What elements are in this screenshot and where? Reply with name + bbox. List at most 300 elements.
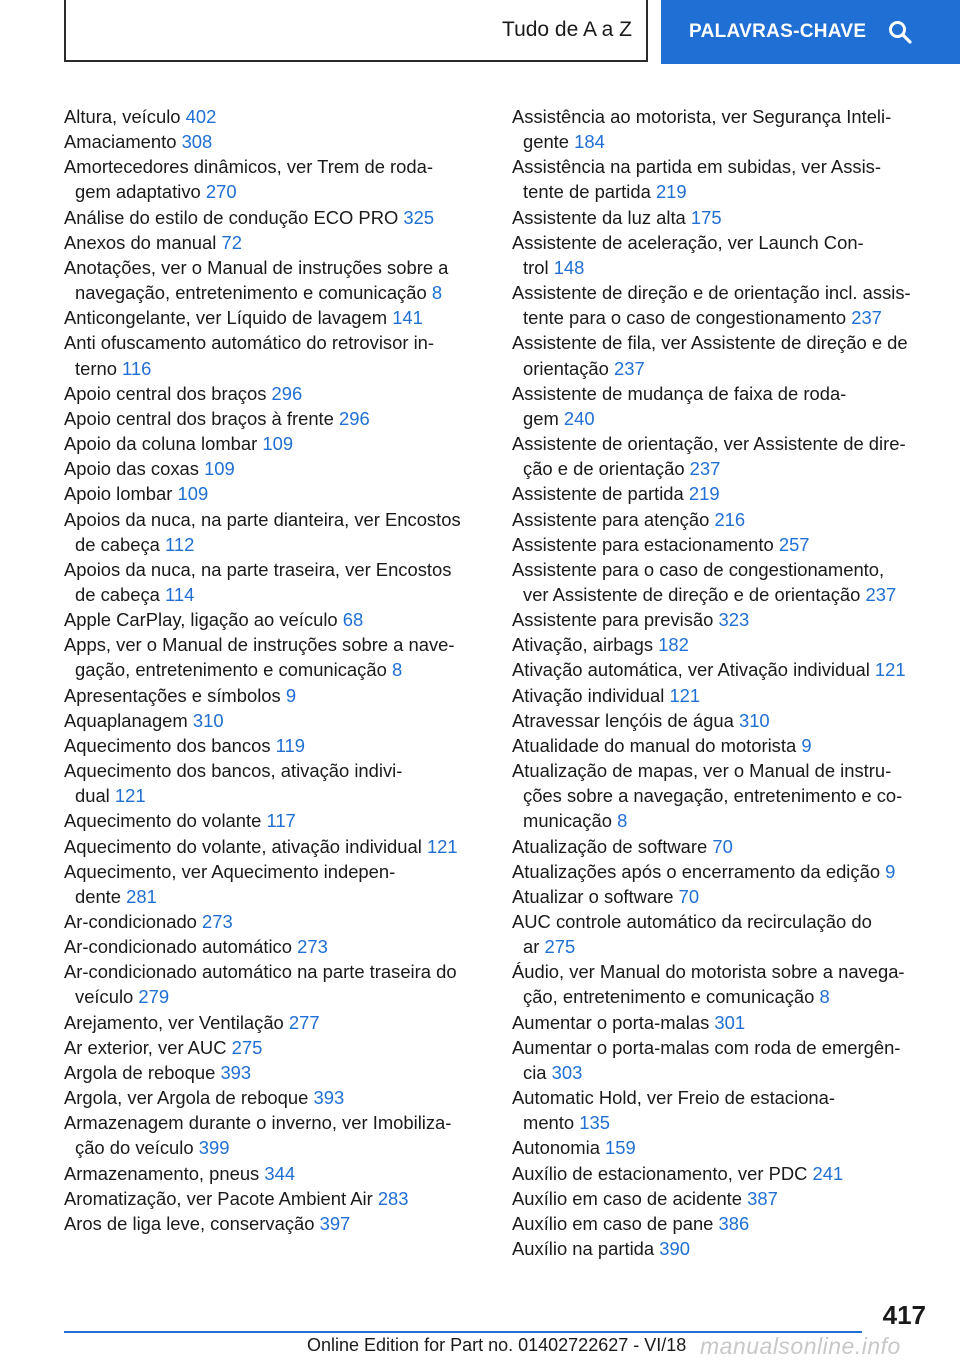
index-entry-text: [75, 582, 479, 607]
index-entry: [512, 431, 932, 481]
index-entry-text: [64, 456, 479, 481]
index-entry: [64, 154, 479, 204]
page-link[interactable]: 219: [655, 181, 687, 203]
entry-text: Armazenagem durante o inverno, ver Imobiliza-: [64, 1112, 452, 1134]
index-entry-text: [523, 179, 932, 204]
page-link[interactable]: 281: [126, 885, 157, 907]
page-link[interactable]: 70: [678, 885, 700, 907]
page-link[interactable]: 219: [688, 483, 720, 505]
index-entry: [64, 481, 479, 506]
page-link[interactable]: 387: [747, 1187, 778, 1209]
page-link[interactable]: 175: [690, 206, 722, 228]
page-link[interactable]: 310: [192, 709, 224, 731]
page-link[interactable]: 8: [431, 282, 443, 304]
index-entry-text: [523, 984, 932, 1009]
index-entry-text: [512, 205, 932, 230]
entry-text: Assistente de partida: [512, 483, 684, 505]
entry-text: Auxílio em caso de acidente: [512, 1187, 743, 1209]
index-entry-text: [512, 959, 932, 984]
entry-text: Apps, ver o Manual de instruções sobre a nave-: [64, 634, 455, 656]
page-link[interactable]: 216: [714, 508, 746, 530]
entry-text: Anticongelante, ver Líquido de lavagem: [64, 307, 388, 329]
index-entry-text: [512, 1010, 932, 1035]
entry-text: Anexos do manual: [64, 231, 217, 253]
index-entry-text: [64, 1035, 479, 1060]
page-link[interactable]: 8: [819, 986, 830, 1008]
index-entry-text: [64, 959, 479, 984]
page-link[interactable]: 296: [339, 407, 370, 429]
entry-text: Áudio, ver Manual do motorista sobre a navega-: [512, 961, 905, 983]
entry-text: Anotações, ver o Manual de instruções sobre a: [64, 256, 449, 278]
index-entry: [64, 859, 479, 909]
page-link[interactable]: 141: [392, 307, 423, 329]
index-entry-text: [512, 481, 932, 506]
entry-text: Ar exterior, ver AUC: [64, 1036, 227, 1058]
entry-text: Argola de reboque: [64, 1061, 216, 1083]
entry-text: de cabeça: [75, 533, 160, 555]
index-entry-text: [512, 1085, 932, 1110]
index-entry-text: [64, 683, 479, 708]
page-link[interactable]: 303: [551, 1061, 583, 1083]
entry-text: Argola, ver Argola de reboque: [64, 1087, 309, 1109]
index-entry-text: [64, 1211, 479, 1236]
entry-text: Análise do estilo de condução ECO PRO: [64, 206, 399, 228]
entry-text: Apoio da coluna lombar: [64, 433, 258, 455]
index-entry-text: [512, 909, 932, 934]
page-link[interactable]: 308: [181, 131, 213, 153]
entry-text: Auxílio em caso de pane: [512, 1212, 714, 1234]
page-link[interactable]: 325: [403, 206, 435, 228]
index-entry-text: [64, 834, 479, 859]
page-link[interactable]: 70: [712, 835, 733, 857]
page-link[interactable]: 310: [738, 709, 770, 731]
entry-text: Amaciamento: [64, 131, 177, 153]
entry-text: gente: [523, 131, 570, 153]
page-link[interactable]: 121: [874, 659, 906, 681]
index-entry-text: [64, 708, 479, 733]
index-entry: [512, 1010, 932, 1035]
index-entry: [64, 632, 479, 682]
page-link[interactable]: 112: [165, 533, 195, 555]
entry-text: Amortecedores dinâmicos, ver Trem de roda-: [64, 156, 433, 178]
entry-text: tente de partida: [523, 181, 651, 203]
index-entry: [512, 230, 932, 280]
page-link[interactable]: 393: [220, 1061, 252, 1083]
index-entry: [64, 1035, 479, 1060]
page-link[interactable]: 237: [851, 307, 882, 329]
page-link[interactable]: 109: [177, 483, 209, 505]
index-entry: [64, 456, 479, 481]
index-entry-text: [64, 1110, 479, 1135]
index-entry-text: [64, 808, 479, 833]
index-entry-text: [64, 205, 479, 230]
index-entry: [512, 532, 932, 557]
entry-text: Ativação, airbags: [512, 634, 654, 656]
index-entry: [512, 1186, 932, 1211]
page-link[interactable]: 159: [605, 1137, 636, 1159]
page-link[interactable]: 184: [574, 131, 605, 153]
entry-text: AUC controle automático da recirculação do: [512, 911, 872, 932]
index-entry: [512, 733, 932, 758]
index-entry: [64, 507, 479, 557]
entry-text: Apoio central dos braços: [64, 382, 267, 404]
page-link[interactable]: 68: [342, 609, 364, 631]
entry-text: Aquecimento dos bancos, ativação indivi-: [64, 760, 403, 782]
entry-text: Ativação individual: [512, 684, 665, 706]
index-entry-text: [75, 356, 479, 381]
entry-text: Auxílio de estacionamento, ver PDC: [512, 1162, 808, 1184]
index-entry-text: [75, 280, 479, 305]
entry-text: Aquecimento dos bancos: [64, 734, 271, 756]
page-link[interactable]: 116: [122, 357, 152, 379]
entry-text: Aquecimento do volante, ativação individual: [64, 835, 422, 857]
edition-text: Online Edition for Part no. 01402722627 - VI/18: [307, 1335, 687, 1355]
index-entry-text: [64, 557, 479, 582]
index-entry: [512, 507, 932, 532]
index-entry: [64, 934, 479, 959]
index-entry-text: [64, 255, 479, 280]
page-link[interactable]: 397: [319, 1212, 351, 1234]
index-entry: [64, 330, 479, 380]
index-entry: [64, 205, 479, 230]
index-entry-text: [512, 557, 932, 582]
index-entry: [512, 1211, 932, 1236]
index-entry-text: [64, 758, 479, 783]
entry-text: Armazenamento, pneus: [64, 1162, 260, 1184]
index-entry: [512, 884, 932, 909]
index-entry-text: [512, 1186, 932, 1211]
index-entry: [64, 909, 479, 934]
index-entry: [512, 1236, 932, 1261]
tab-tudo-de-a-a-z[interactable]: [64, 0, 648, 62]
index-entry-text: [64, 305, 479, 330]
entry-text: Apoio central dos braços à frente: [64, 407, 334, 429]
index-entry: [64, 1010, 479, 1035]
index-entry: [512, 959, 932, 1009]
entry-text: Aquaplanagem: [64, 709, 188, 731]
entry-text: Assistente de orientação, ver Assistente de dire-: [512, 433, 906, 455]
keyword-tab[interactable]: [661, 0, 960, 64]
index-entry-text: [512, 657, 932, 682]
entry-text: municação: [523, 810, 612, 832]
search-icon: [888, 20, 912, 44]
entry-text: Ar-condicionado automático: [64, 936, 292, 958]
page-link[interactable]: 237: [689, 458, 721, 480]
entry-text: trol: [523, 256, 549, 278]
index-entry-text: [64, 481, 479, 506]
index-entry-text: [64, 381, 479, 406]
index-entry-text: [512, 607, 932, 632]
page-link[interactable]: 9: [885, 860, 896, 882]
index-entry: [64, 406, 479, 431]
index-entry-text: [75, 657, 479, 682]
entry-text: ção e de orientação: [523, 458, 685, 480]
index-entry-text: [512, 104, 932, 129]
index-entry: [512, 683, 932, 708]
page-link[interactable]: 241: [812, 1162, 844, 1184]
index-entry: [512, 1035, 932, 1085]
entry-text: Atualizar o software: [512, 885, 674, 907]
index-entry: [512, 657, 932, 682]
index-entry: [512, 557, 932, 607]
index-entry-text: [523, 808, 932, 833]
entry-text: Assistente de fila, ver Assistente de direção e de: [512, 332, 908, 354]
index-entry-text: [75, 532, 479, 557]
index-entry-text: [64, 859, 479, 884]
entry-text: Ativação automática, ver Ativação individual: [512, 659, 870, 681]
page-link[interactable]: 109: [204, 458, 235, 480]
page-link[interactable]: 399: [198, 1137, 230, 1159]
page-link[interactable]: 121: [669, 684, 701, 706]
index-entry: [512, 708, 932, 733]
index-entry-text: [523, 1110, 932, 1135]
entry-text: Assistência na partida em subidas, ver Assis-: [512, 156, 881, 178]
index-entry: [64, 834, 479, 859]
page-link[interactable]: 9: [801, 734, 812, 756]
index-entry: [64, 431, 479, 456]
page-link[interactable]: 277: [288, 1011, 320, 1033]
entry-text: Aumentar o porta-malas: [512, 1011, 710, 1033]
index-entry: [512, 859, 932, 884]
entry-text: dente: [75, 885, 122, 907]
entry-text: Anti ofuscamento automático do retrovisor in-: [64, 332, 435, 354]
entry-text: Ar-condicionado automático na parte traseira do: [64, 961, 457, 983]
index-entry-text: [512, 884, 932, 909]
index-entry: [512, 481, 932, 506]
entry-text: terno: [75, 357, 117, 379]
index-entry: [512, 381, 932, 431]
entry-text: gação, entretenimento e comunicação: [75, 659, 387, 681]
index-entry-text: [64, 1060, 479, 1085]
entry-text: de cabeça: [75, 583, 160, 605]
page-link[interactable]: 402: [185, 106, 217, 127]
entry-text: Apoios da nuca, na parte traseira, ver Encostos: [64, 558, 452, 580]
index-entry: [512, 1161, 932, 1186]
index-entry: [64, 708, 479, 733]
entry-text: Auxílio na partida: [512, 1238, 655, 1260]
page-link[interactable]: 344: [264, 1162, 296, 1184]
entry-text: Assistente de direção e de orientação incl. assis-: [512, 282, 911, 304]
page-link[interactable]: 386: [718, 1212, 750, 1234]
entry-text: orientação: [523, 357, 609, 379]
index-entry: [64, 557, 479, 607]
entry-text: Aumentar o porta-malas com roda de emergên-: [512, 1036, 901, 1058]
page-number: 417: [882, 1300, 926, 1330]
page-link[interactable]: 121: [114, 785, 146, 807]
index-entry: [512, 280, 932, 330]
index-entry-text: [512, 280, 932, 305]
page-link[interactable]: 270: [205, 181, 237, 203]
index-entry-text: [512, 834, 932, 859]
index-entry-text: [523, 255, 932, 280]
entry-text: ver Assistente de direção e de orientação: [523, 583, 861, 605]
page-link[interactable]: 273: [297, 936, 328, 958]
index-entry-text: [64, 632, 479, 657]
index-entry-text: [523, 456, 932, 481]
index-entry: [512, 632, 932, 657]
index-entry: [64, 758, 479, 808]
index-entry-text: [64, 104, 479, 129]
page-link[interactable]: 237: [614, 357, 645, 379]
index-entry-text: [523, 582, 932, 607]
index-entry: [64, 683, 479, 708]
index-entry-text: [512, 154, 932, 179]
entry-text: Arejamento, ver Ventilação: [64, 1011, 284, 1033]
entry-text: navegação, entretenimento e comunicação: [75, 282, 427, 304]
entry-text: Aromatização, ver Pacote Ambient Air: [64, 1187, 373, 1209]
index-entry: [512, 834, 932, 859]
index-entry-text: [523, 356, 932, 381]
index-entry-text: [512, 683, 932, 708]
index-entry-text: [64, 129, 479, 154]
page-link[interactable]: 257: [778, 533, 810, 555]
index-entry: [64, 808, 479, 833]
index-entry-text: [512, 758, 932, 783]
index-entry-text: [64, 909, 479, 934]
page-link[interactable]: 240: [563, 407, 595, 429]
page-link[interactable]: 148: [553, 256, 585, 278]
index-entry-text: [512, 1135, 932, 1160]
index-entry: [64, 607, 479, 632]
entry-text: Assistente da luz alta: [512, 206, 686, 228]
index-entry: [64, 381, 479, 406]
page-link[interactable]: 135: [579, 1112, 610, 1134]
page-link[interactable]: 393: [313, 1087, 345, 1109]
page-link[interactable]: 275: [544, 936, 576, 958]
entry-text: Apoios da nuca, na parte dianteira, ver Encostos: [64, 508, 461, 530]
index-entry-text: [512, 1211, 932, 1236]
page-link[interactable]: 182: [658, 634, 689, 656]
page-link[interactable]: 8: [391, 659, 403, 681]
index-entry: [64, 1110, 479, 1160]
page-link[interactable]: 279: [138, 986, 170, 1008]
tab-label: Tudo de A a Z: [502, 18, 632, 41]
index-entry: [64, 1161, 479, 1186]
entry-text: Assistente para previsão: [512, 609, 714, 631]
index-entry-text: [64, 154, 479, 179]
index-column-left: [64, 104, 479, 1236]
entry-text: Apresentações e símbolos: [64, 684, 281, 706]
page-link[interactable]: 273: [202, 911, 233, 932]
index-entry-text: [512, 381, 932, 406]
entry-text: Aquecimento, ver Aquecimento indepen-: [64, 860, 396, 882]
index-entry: [64, 255, 479, 305]
entry-text: Altura, veículo: [64, 106, 181, 127]
page-link[interactable]: 275: [231, 1036, 263, 1058]
index-entry: [64, 1186, 479, 1211]
index-entry-text: [64, 431, 479, 456]
page-link[interactable]: 117: [266, 810, 296, 832]
index-entry-text: [64, 507, 479, 532]
page-link[interactable]: 109: [262, 433, 294, 455]
index-entry-text: [512, 1236, 932, 1261]
entry-text: Ar-condicionado: [64, 911, 197, 932]
watermark: manualsonline.info: [700, 1333, 901, 1359]
index-entry: [64, 959, 479, 1009]
index-entry-text: [512, 632, 932, 657]
entry-text: ção do veículo: [75, 1137, 194, 1159]
page-link[interactable]: 296: [271, 382, 303, 404]
index-entry-text: [64, 733, 479, 758]
index-entry-text: [512, 1035, 932, 1060]
page-link[interactable]: 8: [617, 810, 628, 832]
index-entry-text: [512, 507, 932, 532]
page-link[interactable]: 72: [221, 231, 242, 253]
index-entry: [512, 607, 932, 632]
entry-text: gem adaptativo: [75, 181, 201, 203]
index-entry-text: [75, 783, 479, 808]
entry-text: Atualidade do manual do motorista: [512, 734, 797, 756]
index-entry-text: [523, 305, 932, 330]
index-entry-text: [512, 859, 932, 884]
index-entry: [64, 1211, 479, 1236]
index-entry: [64, 1085, 479, 1110]
entry-text: Aquecimento do volante: [64, 810, 262, 832]
index-entry: [512, 1085, 932, 1135]
page-link[interactable]: 323: [718, 609, 750, 631]
index-entry: [64, 230, 479, 255]
index-entry: [512, 104, 932, 154]
index-entry-text: [75, 884, 479, 909]
page-link[interactable]: 301: [714, 1011, 746, 1033]
entry-text: mento: [523, 1112, 575, 1134]
index-entry-text: [512, 733, 932, 758]
index-entry: [512, 330, 932, 380]
index-entry: [512, 909, 932, 959]
page-link[interactable]: 237: [865, 583, 897, 605]
index-column-right: [512, 104, 932, 1261]
index-entry-text: [523, 129, 932, 154]
index-entry-text: [523, 406, 932, 431]
entry-text: Apoio lombar: [64, 483, 173, 505]
index-entry-text: [512, 230, 932, 255]
page-link[interactable]: 114: [165, 583, 195, 605]
index-entry-text: [64, 230, 479, 255]
index-entry-text: [512, 708, 932, 733]
index-entry-text: [512, 330, 932, 355]
index-entry-text: [523, 1060, 932, 1085]
index-entry-text: [64, 406, 479, 431]
page-link[interactable]: 9: [285, 684, 297, 706]
entry-text: Assistente para atenção: [512, 508, 710, 530]
entry-text: Assistente para o caso de congestionamento,: [512, 558, 885, 580]
entry-text: ção, entretenimento e comunicação: [523, 986, 815, 1008]
index-entry-text: [512, 532, 932, 557]
index-entry: [64, 1060, 479, 1085]
entry-text: Assistente de mudança de faixa de roda-: [512, 382, 847, 404]
page-link[interactable]: 390: [659, 1238, 690, 1260]
index-entry-text: [64, 1161, 479, 1186]
index-entry: [64, 104, 479, 129]
index-entry: [64, 129, 479, 154]
index-entry-text: [64, 607, 479, 632]
page-link[interactable]: 119: [275, 734, 305, 756]
page-link[interactable]: 283: [377, 1187, 409, 1209]
page-link[interactable]: 121: [426, 835, 458, 857]
entry-text: Autonomia: [512, 1137, 600, 1159]
index-entry-text: [64, 934, 479, 959]
entry-text: Automatic Hold, ver Freio de estaciona-: [512, 1087, 836, 1109]
entry-text: tente para o caso de congestionamento: [523, 307, 847, 329]
entry-text: Aros de liga leve, conservação: [64, 1212, 315, 1234]
index-entry-text: [512, 1161, 932, 1186]
keyword-label: PALAVRAS-CHAVE: [689, 21, 867, 42]
index-entry: [512, 205, 932, 230]
entry-text: ções sobre a navegação, entretenimento e co-: [523, 785, 903, 807]
index-entry-text: [523, 783, 932, 808]
index-entry-text: [512, 431, 932, 456]
index-entry-text: [523, 934, 932, 959]
